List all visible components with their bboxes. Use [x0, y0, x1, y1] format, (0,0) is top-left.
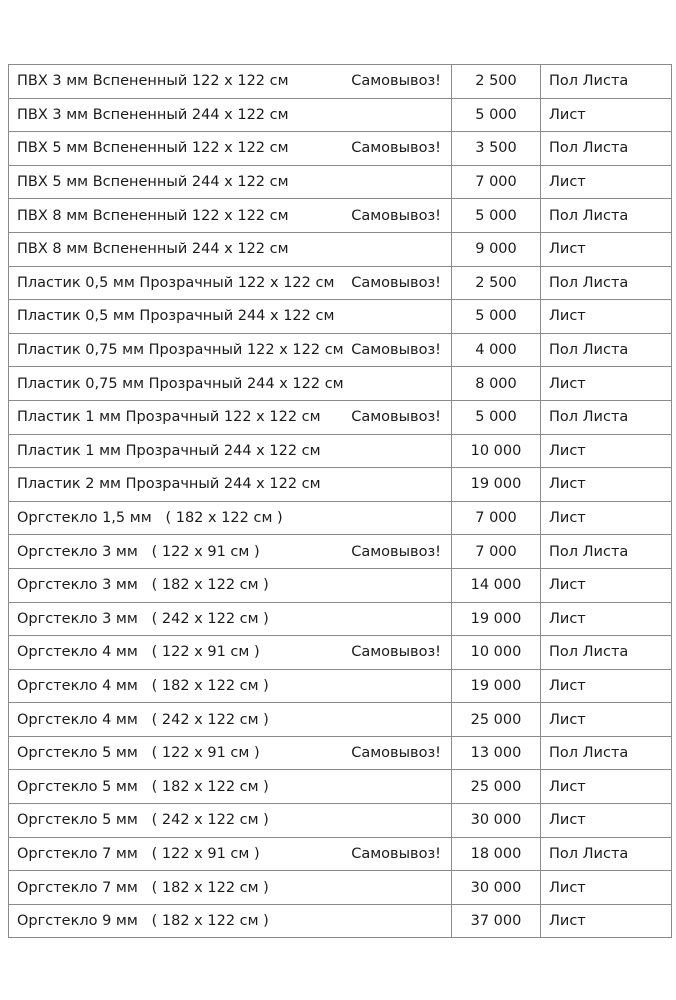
- product-name: Пластик 0,75 мм Прозрачный 122 х 122 см: [17, 342, 344, 359]
- product-name: Оргстекло 5 мм ( 122 х 91 см ): [17, 745, 260, 762]
- product-name-wrap: [9, 476, 451, 492]
- price-cell: 5 000: [452, 300, 541, 334]
- product-name-cell: [9, 98, 452, 132]
- product-name-cell: [9, 165, 452, 199]
- product-name-wrap: [9, 208, 451, 224]
- product-name: Оргстекло 4 мм ( 242 х 122 см ): [17, 711, 269, 728]
- table-row: [9, 266, 672, 300]
- table-row: [9, 568, 672, 602]
- product-name: Оргстекло 3 мм ( 122 х 91 см ): [17, 543, 260, 560]
- product-name: ПВХ 5 мм Вспененный 122 х 122 см: [17, 140, 289, 157]
- product-name-cell: [9, 367, 452, 401]
- product-name: Оргстекло 5 мм ( 182 х 122 см ): [17, 778, 269, 795]
- product-name-wrap: [9, 308, 451, 324]
- product-name: Оргстекло 7 мм ( 122 х 91 см ): [17, 845, 260, 862]
- price-cell: 5 000: [452, 199, 541, 233]
- product-name-cell: [9, 871, 452, 905]
- price-cell: 7 000: [452, 501, 541, 535]
- product-name: ПВХ 5 мм Вспененный 244 х 122 см: [17, 174, 289, 191]
- table-row: [9, 132, 672, 166]
- product-name: Оргстекло 7 мм ( 182 х 122 см ): [17, 879, 269, 896]
- unit-cell: Пол Листа: [541, 65, 672, 99]
- product-name-cell: [9, 703, 452, 737]
- product-name-cell: [9, 232, 452, 266]
- price-cell: 19 000: [452, 468, 541, 502]
- pickup-note: Самовывоз!: [351, 274, 441, 291]
- price-cell: 25 000: [452, 770, 541, 804]
- pickup-note: Самовывоз!: [351, 342, 441, 359]
- product-name: ПВХ 8 мм Вспененный 244 х 122 см: [17, 241, 289, 258]
- product-name-cell: [9, 199, 452, 233]
- product-name-cell: [9, 602, 452, 636]
- table-row: [9, 333, 672, 367]
- price-cell: 14 000: [452, 568, 541, 602]
- table-row: [9, 434, 672, 468]
- unit-cell: Лист: [541, 434, 672, 468]
- table-row: [9, 501, 672, 535]
- pickup-note: Самовывоз!: [351, 543, 441, 560]
- pickup-note: Самовывоз!: [351, 745, 441, 762]
- unit-cell: Пол Листа: [541, 736, 672, 770]
- product-name: ПВХ 3 мм Вспененный 122 х 122 см: [17, 73, 289, 90]
- product-name-wrap: [9, 712, 451, 728]
- product-name-cell: [9, 535, 452, 569]
- product-name-wrap: [9, 510, 451, 526]
- unit-cell: Лист: [541, 501, 672, 535]
- product-name: Оргстекло 3 мм ( 242 х 122 см ): [17, 610, 269, 627]
- price-cell: 19 000: [452, 669, 541, 703]
- table-row: [9, 636, 672, 670]
- product-name-wrap: [9, 409, 451, 425]
- unit-cell: Лист: [541, 904, 672, 938]
- product-name: Пластик 1 мм Прозрачный 244 х 122 см: [17, 442, 321, 459]
- price-cell: 13 000: [452, 736, 541, 770]
- product-name: ПВХ 8 мм Вспененный 122 х 122 см: [17, 207, 289, 224]
- table-row: [9, 602, 672, 636]
- pickup-note: Самовывоз!: [351, 845, 441, 862]
- product-name: Оргстекло 4 мм ( 122 х 91 см ): [17, 644, 260, 661]
- table-row: [9, 770, 672, 804]
- product-name-cell: [9, 65, 452, 99]
- product-name: Оргстекло 5 мм ( 242 х 122 см ): [17, 812, 269, 829]
- price-cell: 18 000: [452, 837, 541, 871]
- price-cell: 37 000: [452, 904, 541, 938]
- unit-cell: Пол Листа: [541, 837, 672, 871]
- unit-cell: Лист: [541, 568, 672, 602]
- unit-cell: Пол Листа: [541, 132, 672, 166]
- product-name-wrap: [9, 107, 451, 123]
- product-name-cell: [9, 132, 452, 166]
- unit-cell: Пол Листа: [541, 266, 672, 300]
- unit-cell: Лист: [541, 804, 672, 838]
- product-name-cell: [9, 568, 452, 602]
- unit-cell: Лист: [541, 770, 672, 804]
- product-name-cell: [9, 636, 452, 670]
- table-row: [9, 904, 672, 938]
- unit-cell: Лист: [541, 165, 672, 199]
- product-name-wrap: [9, 577, 451, 593]
- unit-cell: Лист: [541, 300, 672, 334]
- price-cell: 3 500: [452, 132, 541, 166]
- product-name-wrap: [9, 644, 451, 660]
- price-cell: 2 500: [452, 266, 541, 300]
- product-name: Оргстекло 3 мм ( 182 х 122 см ): [17, 577, 269, 594]
- unit-cell: Пол Листа: [541, 535, 672, 569]
- table-row: [9, 804, 672, 838]
- table-row: [9, 703, 672, 737]
- product-name-wrap: [9, 779, 451, 795]
- price-cell: 10 000: [452, 636, 541, 670]
- price-table: [8, 64, 672, 938]
- product-name: Пластик 2 мм Прозрачный 244 х 122 см: [17, 476, 321, 493]
- product-name-wrap: [9, 342, 451, 358]
- unit-cell: Лист: [541, 232, 672, 266]
- unit-cell: Лист: [541, 98, 672, 132]
- price-cell: 2 500: [452, 65, 541, 99]
- unit-cell: Лист: [541, 468, 672, 502]
- unit-cell: Пол Листа: [541, 199, 672, 233]
- product-name: Оргстекло 1,5 мм ( 182 х 122 см ): [17, 510, 283, 527]
- product-name-cell: [9, 501, 452, 535]
- table-row: [9, 65, 672, 99]
- product-name-cell: [9, 837, 452, 871]
- unit-cell: Пол Листа: [541, 400, 672, 434]
- product-name-cell: [9, 434, 452, 468]
- product-name: Оргстекло 9 мм ( 182 х 122 см ): [17, 913, 269, 930]
- unit-cell: Пол Листа: [541, 333, 672, 367]
- product-name-cell: [9, 400, 452, 434]
- product-name-cell: [9, 669, 452, 703]
- table-row: [9, 300, 672, 334]
- product-name-wrap: [9, 275, 451, 291]
- product-name: Пластик 0,5 мм Прозрачный 122 х 122 см: [17, 274, 335, 291]
- product-name-wrap: [9, 812, 451, 828]
- product-name-cell: [9, 468, 452, 502]
- product-name-wrap: [9, 678, 451, 694]
- product-name: Пластик 0,75 мм Прозрачный 244 х 122 см: [17, 375, 344, 392]
- table-row: [9, 837, 672, 871]
- pickup-note: Самовывоз!: [351, 409, 441, 426]
- product-name: ПВХ 3 мм Вспененный 244 х 122 см: [17, 106, 289, 123]
- product-name-wrap: [9, 376, 451, 392]
- product-name-wrap: [9, 611, 451, 627]
- product-name-wrap: [9, 846, 451, 862]
- price-cell: 7 000: [452, 165, 541, 199]
- unit-cell: Лист: [541, 703, 672, 737]
- price-cell: 7 000: [452, 535, 541, 569]
- table-row: [9, 535, 672, 569]
- price-cell: 4 000: [452, 333, 541, 367]
- product-name-wrap: [9, 913, 451, 929]
- table-row: [9, 199, 672, 233]
- product-name-cell: [9, 300, 452, 334]
- pickup-note: Самовывоз!: [351, 73, 441, 90]
- pickup-note: Самовывоз!: [351, 207, 441, 224]
- unit-cell: Лист: [541, 367, 672, 401]
- product-name-wrap: [9, 73, 451, 89]
- product-name-wrap: [9, 544, 451, 560]
- product-name-wrap: [9, 174, 451, 190]
- price-cell: 5 000: [452, 400, 541, 434]
- unit-cell: Лист: [541, 602, 672, 636]
- price-table-body: [9, 65, 672, 938]
- product-name-cell: [9, 804, 452, 838]
- price-cell: 30 000: [452, 871, 541, 905]
- product-name: Оргстекло 4 мм ( 182 х 122 см ): [17, 677, 269, 694]
- product-name-cell: [9, 333, 452, 367]
- table-row: [9, 669, 672, 703]
- product-name-wrap: [9, 745, 451, 761]
- price-cell: 25 000: [452, 703, 541, 737]
- table-row: [9, 165, 672, 199]
- unit-cell: Пол Листа: [541, 636, 672, 670]
- price-cell: 8 000: [452, 367, 541, 401]
- product-name-wrap: [9, 880, 451, 896]
- table-row: [9, 98, 672, 132]
- price-cell: 9 000: [452, 232, 541, 266]
- product-name-wrap: [9, 241, 451, 257]
- product-name-cell: [9, 736, 452, 770]
- table-row: [9, 871, 672, 905]
- pickup-note: Самовывоз!: [351, 140, 441, 157]
- product-name-cell: [9, 266, 452, 300]
- product-name: Пластик 1 мм Прозрачный 122 х 122 см: [17, 409, 321, 426]
- pickup-note: Самовывоз!: [351, 644, 441, 661]
- table-row: [9, 468, 672, 502]
- price-cell: 30 000: [452, 804, 541, 838]
- product-name-wrap: [9, 140, 451, 156]
- product-name-cell: [9, 904, 452, 938]
- product-name-cell: [9, 770, 452, 804]
- price-cell: 10 000: [452, 434, 541, 468]
- price-cell: 19 000: [452, 602, 541, 636]
- unit-cell: Лист: [541, 871, 672, 905]
- table-row: [9, 400, 672, 434]
- table-row: [9, 736, 672, 770]
- product-name: Пластик 0,5 мм Прозрачный 244 х 122 см: [17, 308, 335, 325]
- unit-cell: Лист: [541, 669, 672, 703]
- price-cell: 5 000: [452, 98, 541, 132]
- table-row: [9, 232, 672, 266]
- product-name-wrap: [9, 443, 451, 459]
- table-row: [9, 367, 672, 401]
